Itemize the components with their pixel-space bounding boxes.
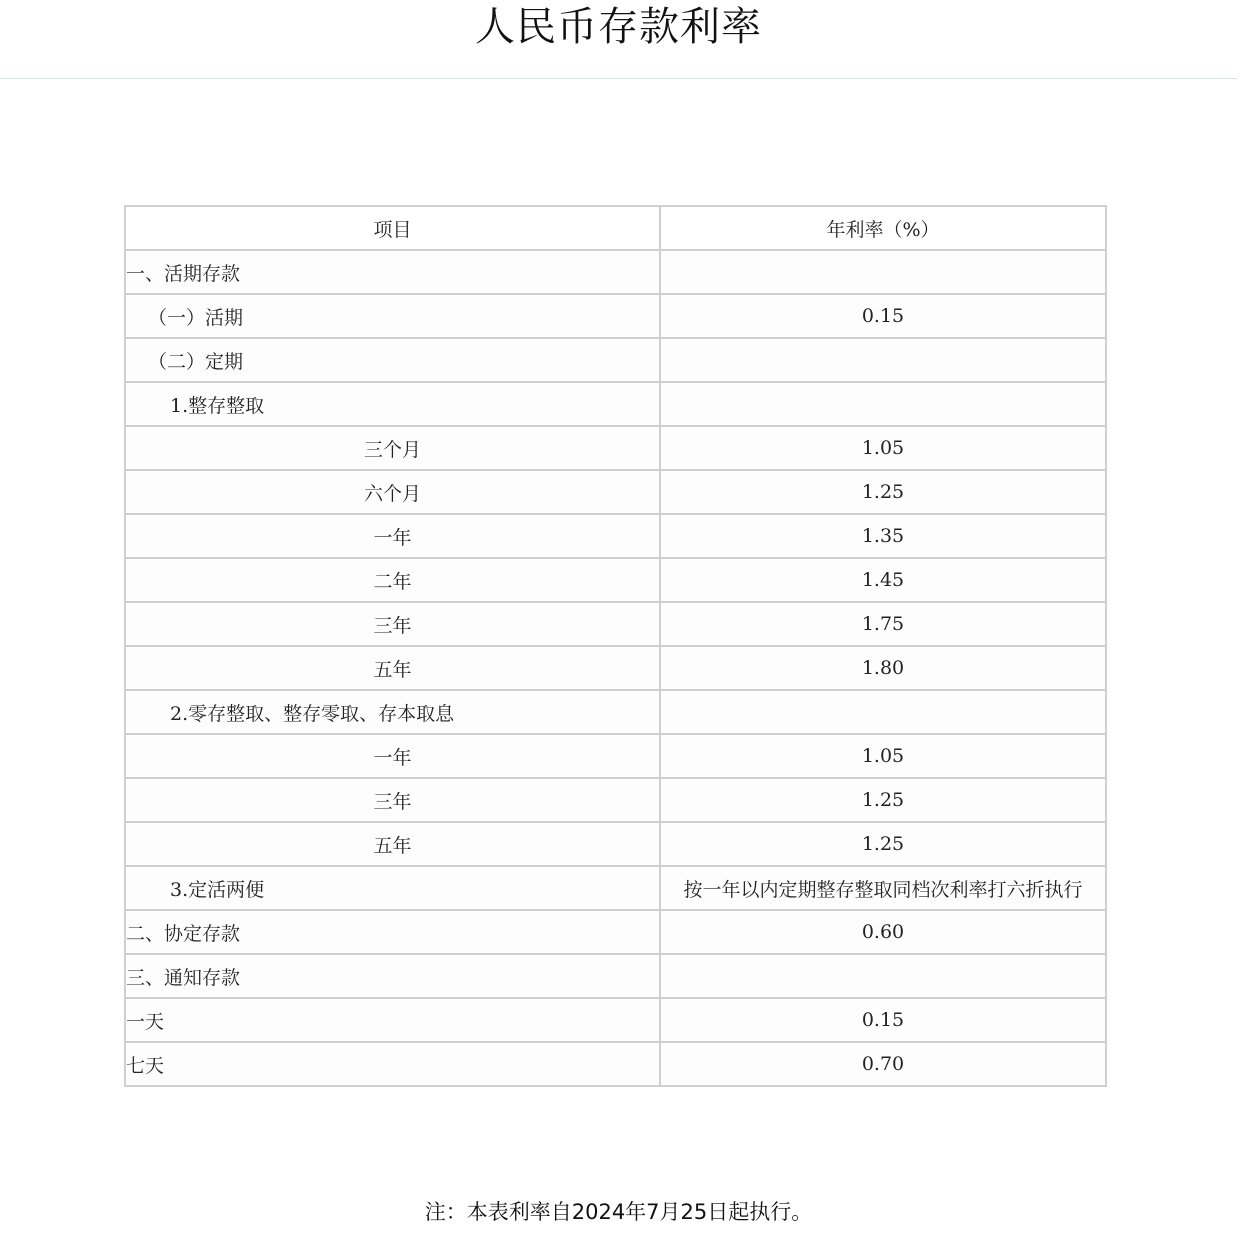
column-header-rate: 年利率（%） [660,206,1106,250]
item-cell: 3.定活两便 [125,866,660,910]
item-cell: 六个月 [125,470,660,514]
table-row [125,910,1106,954]
rate-cell [660,250,1106,294]
rate-cell: 1.05 [660,426,1106,470]
rate-cell: 0.15 [660,294,1106,338]
table-row [125,778,1106,822]
table-row [125,646,1106,690]
table-row [125,426,1106,470]
table-header-row [125,206,1106,250]
item-cell: 七天 [125,1042,660,1086]
item-cell: 三个月 [125,426,660,470]
table-row [125,998,1106,1042]
item-cell: 三年 [125,778,660,822]
rate-cell: 1.35 [660,514,1106,558]
item-cell: 二、协定存款 [125,910,660,954]
effective-date-note: 注：本表利率自2024年7月25日起执行。 [424,1200,813,1224]
rate-cell: 按一年以内定期整存整取同档次利率打六折执行 [660,866,1106,910]
table-row [125,470,1106,514]
item-cell: 一天 [125,998,660,1042]
table-row [125,954,1106,998]
table-row [125,558,1106,602]
column-header-item: 项目 [125,206,660,250]
title-divider [0,78,1237,79]
table-row [125,514,1106,558]
rate-cell: 0.70 [660,1042,1106,1086]
table-row [125,382,1106,426]
rate-cell: 1.05 [660,734,1106,778]
rate-cell: 1.80 [660,646,1106,690]
rate-cell: 1.25 [660,822,1106,866]
item-cell: 三、通知存款 [125,954,660,998]
deposit-rate-table [124,205,1107,1087]
table-row [125,822,1106,866]
rate-cell [660,382,1106,426]
rate-cell: 1.45 [660,558,1106,602]
item-cell: （二）定期 [125,338,660,382]
item-cell: （一）活期 [125,294,660,338]
table-row [125,1042,1106,1086]
table-row [125,602,1106,646]
item-cell: 二年 [125,558,660,602]
table-row [125,690,1106,734]
rate-cell [660,954,1106,998]
item-cell: 五年 [125,646,660,690]
table-row [125,866,1106,910]
item-cell: 2.零存整取、整存零取、存本取息 [125,690,660,734]
item-cell: 一年 [125,514,660,558]
table-row [125,294,1106,338]
rate-cell: 1.75 [660,602,1106,646]
rate-cell [660,690,1106,734]
item-cell: 一、活期存款 [125,250,660,294]
rate-cell: 0.15 [660,998,1106,1042]
table-row [125,338,1106,382]
rate-cell: 0.60 [660,910,1106,954]
item-cell: 一年 [125,734,660,778]
table-row [125,250,1106,294]
item-cell: 五年 [125,822,660,866]
table-row [125,734,1106,778]
item-cell: 1.整存整取 [125,382,660,426]
rate-cell: 1.25 [660,778,1106,822]
page-title: 人民币存款利率 [475,4,762,50]
item-cell: 三年 [125,602,660,646]
rate-cell [660,338,1106,382]
rate-cell: 1.25 [660,470,1106,514]
